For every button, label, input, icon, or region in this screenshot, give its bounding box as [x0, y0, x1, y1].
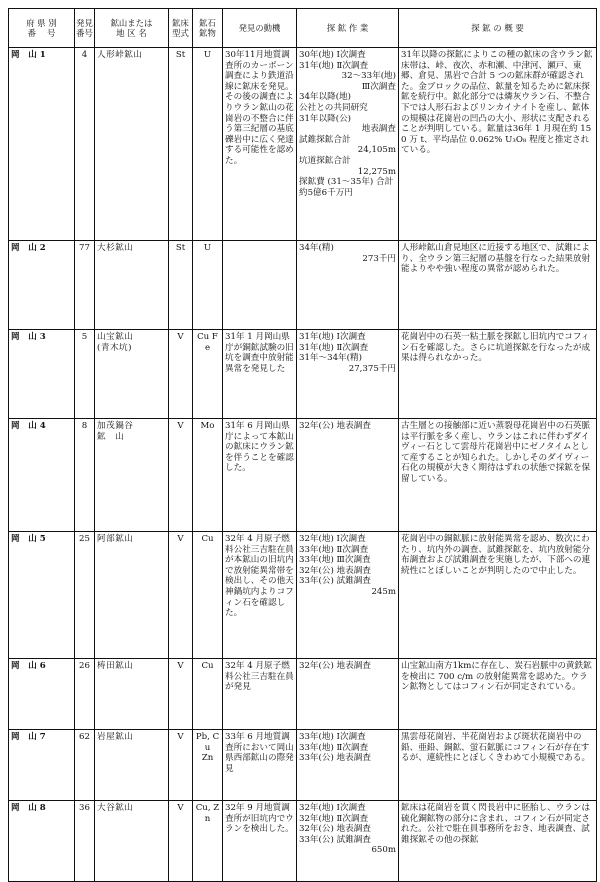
work-line: 33年(公) 地表調査	[299, 753, 371, 764]
work-line: 34年以降(地)	[299, 92, 352, 103]
table-row	[9, 801, 597, 882]
ore-cell: Cu	[193, 532, 223, 659]
table-row	[9, 730, 597, 801]
table-row	[9, 330, 597, 419]
pref-cell: 岡 山 6	[9, 659, 75, 730]
work-line: 33年(公) 試錐調査	[299, 576, 371, 587]
work-cell	[297, 241, 399, 330]
mine-name-cell: 加茂鍋谷 鉱 山	[95, 419, 169, 532]
work-line: 31年(地) Ⅱ次調査	[299, 60, 369, 71]
disc-no-cell: 26	[75, 659, 95, 730]
work-line: 探鉱費 (31～35年) 合計	[299, 177, 394, 188]
work-line: 33年(地) Ⅱ次調査	[299, 544, 369, 555]
work-cell	[297, 801, 399, 882]
deposit-type-cell: St	[169, 48, 193, 241]
summary-cell: 山宝鉱山南方1kmに存在し、炭石岩脈中の黄鉄鉱を検出に 700 c/m の放射能異常を認めた。ウラン鉱物としてはコフィン石が同定されている。	[399, 659, 597, 730]
mine-name-cell: 大谷鉱山	[95, 801, 169, 882]
work-line: 32年(公) 地表調査	[299, 421, 371, 431]
summary-cell: 黒雲母花崗岩、半花崗岩および斑状花崗岩中の鉛、亜鉛、銅鉱、蛍石鉱脈にコフィン石が存在するが、連続性にとぼしくきわめて小規模である。	[399, 730, 597, 801]
work-line: 32年(公) 地表調査	[299, 824, 371, 835]
work-line: 33年(公) 試錐調査	[299, 834, 371, 845]
header-deposit-type: 鉱床 型式	[169, 9, 193, 48]
table-row	[9, 48, 597, 241]
mine-name-cell: 梼田鉱山	[95, 659, 169, 730]
work-cell	[297, 730, 399, 801]
work-line: 32年(地) Ⅱ次調査	[299, 813, 369, 824]
deposit-type-cell: V	[169, 532, 193, 659]
work-line: 公社との共同研究	[299, 102, 368, 113]
discovery-cell: 31年 1 月岡山県庁が銅鉱試験の旧坑を調査中放射能異常を発見した	[223, 330, 297, 419]
mine-name-cell: 阿部鉱山	[95, 532, 169, 659]
work-line: 32年(公) 地表調査	[299, 565, 371, 576]
disc-no-cell: 4	[75, 48, 95, 241]
discovery-cell: 30年11月地質調査所のカーボーン調査により鉄道沿線に鉱床を発見。その後の調査によりウラン鉱山の花崗岩の不整合に伴う第三紀層の基底礫岩中に広く発達する可能性を認めた。	[223, 48, 297, 241]
table-row	[9, 532, 597, 659]
discovery-cell: 32年 9 月地質調査所が旧坑内でウランを検出した。	[223, 801, 297, 882]
work-cell	[297, 419, 399, 532]
table-row	[9, 659, 597, 730]
pref-cell: 岡 山 1	[9, 48, 75, 241]
work-line: 650m	[371, 845, 396, 856]
header-discovery: 発見の動機	[223, 9, 297, 48]
discovery-cell: 32年 4 月原子燃料公社三吉駐在員が本鉱山の旧坑内で放射能異常帯を検出し、その他天神鍋坑内よりコフィン石を確認した。	[223, 532, 297, 659]
work-line: 27,375千円	[348, 363, 396, 374]
mine-name-cell: 大杉鉱山	[95, 241, 169, 330]
table-row	[9, 241, 597, 330]
pref-cell: 岡 山 7	[9, 730, 75, 801]
work-line: 33年(地) Ⅲ次調査	[299, 555, 371, 566]
disc-no-cell: 5	[75, 330, 95, 419]
work-line: 32年(地) Ⅰ次調査	[299, 534, 366, 544]
header-mine-name: 鉱山または 地 区 名	[95, 9, 169, 48]
header-row	[9, 9, 597, 48]
discovery-cell	[223, 241, 297, 330]
work-line: Ⅲ次調査	[361, 81, 396, 92]
summary-cell: 鉱床は花崗岩を貫く閃長岩中に胚胎し、ウランは硫化銅鉱物の部分に含まれ、コフィン石が同定された。公社で駐在員事務所をおき、地表調査、試錐探鉱その他の探鉱	[399, 801, 597, 882]
ore-cell: U	[193, 48, 223, 241]
disc-no-cell: 77	[75, 241, 95, 330]
deposit-type-cell: V	[169, 330, 193, 419]
work-line: 31年(地) Ⅱ次調査	[299, 342, 369, 353]
work-line: 32年(公) 地表調査	[299, 661, 371, 671]
work-line: 31年(地) Ⅰ次調査	[299, 332, 366, 342]
discovery-cell: 31年 6 月岡山県庁によって本鉱山の鉱床にウラン鉱を伴うことを確認した。	[223, 419, 297, 532]
pref-cell: 岡 山 3	[9, 330, 75, 419]
work-line: 試錐探鉱合計	[299, 134, 351, 145]
disc-no-cell: 36	[75, 801, 95, 882]
ore-cell: Cu	[193, 659, 223, 730]
mine-name-cell: 岩屋鉱山	[95, 730, 169, 801]
header-work: 探 鉱 作 業	[297, 9, 399, 48]
deposit-type-cell: V	[169, 659, 193, 730]
work-line: 34年(精)	[299, 243, 334, 253]
work-line: 31年～34年(精)	[299, 353, 362, 364]
table-row	[9, 419, 597, 532]
summary-cell: 古生層との接触部に近い蒸裂母花崗岩中の石英脈は平行脈を多く産し、ウランはこれに伴わずダイヴィー石として雲母片花崗岩中にゼノタイムとして産することが知られた。しかしそのダイヴィー石化の規模が大きく期待はずれの状態で採鉱を保留している。	[399, 419, 597, 532]
summary-cell: 花崗岩中の銅鉱脈に放射能異常を認め、数次にわたり、坑内外の調査、試錐探鉱を、坑内放射能分布調査および試錐調査を実施したが、下部への連続性にとぼしいことが判明したので中止した。	[399, 532, 597, 659]
work-line: 273千円	[362, 253, 396, 264]
work-line: 33年(地) Ⅱ次調査	[299, 742, 369, 753]
header-main-ore: 鉱石 鉱物	[193, 9, 223, 48]
work-line: 24,105m	[357, 145, 396, 156]
mine-name-cell: 人形峠鉱山	[95, 48, 169, 241]
header-summary: 探 鉱 の 概 要	[399, 9, 597, 48]
disc-no-cell: 8	[75, 419, 95, 532]
work-cell	[297, 532, 399, 659]
discovery-cell: 32年 4 月原子燃料公社三吉駐在員が発見	[223, 659, 297, 730]
discovery-cell: 33年 6 月地質調査所において岡山県西部鉱山の際発見	[223, 730, 297, 801]
mine-survey-table	[8, 8, 597, 882]
disc-no-cell: 62	[75, 730, 95, 801]
work-cell	[297, 659, 399, 730]
pref-cell: 岡 山 8	[9, 801, 75, 882]
pref-cell: 岡 山 2	[9, 241, 75, 330]
work-line: 31年以降(公)	[299, 113, 352, 124]
header-pref-no: 府 県 別 番 号	[9, 9, 75, 48]
ore-cell: U	[193, 241, 223, 330]
summary-cell: 人形峠鉱山倉見地区に近接する地区で、試錐により、全ウラン第三紀層の基盤を行なった結果放射能よりやや強い程度の異常が認められた。	[399, 241, 597, 330]
ore-cell: Cu, Zn	[193, 801, 223, 882]
pref-cell: 岡 山 5	[9, 532, 75, 659]
pref-cell: 岡 山 4	[9, 419, 75, 532]
work-line: 坑道探鉱合計	[299, 155, 351, 166]
work-cell	[297, 330, 399, 419]
work-line: 245m	[371, 586, 396, 597]
header-disc-no: 発見 番号	[75, 9, 95, 48]
work-line: 32～33年(地)	[341, 71, 396, 82]
work-cell	[297, 48, 399, 241]
work-line: 30年(地) Ⅰ次調査	[299, 50, 366, 60]
work-line: 地表調査	[361, 124, 396, 135]
work-line: 32年(地) Ⅰ次調査	[299, 803, 366, 813]
ore-cell: Cu Fe	[193, 330, 223, 419]
work-line: 33年(地) Ⅰ次調査	[299, 732, 366, 742]
ore-cell: Mo	[193, 419, 223, 532]
deposit-type-cell: V	[169, 730, 193, 801]
work-line: 12,275m	[357, 166, 396, 177]
disc-no-cell: 25	[75, 532, 95, 659]
deposit-type-cell: V	[169, 419, 193, 532]
deposit-type-cell: V	[169, 801, 193, 882]
summary-cell: 31年以降の探鉱によりこの種の鉱床の含ウラン鉱床帯は、峠、夜次、赤和瀬、中津河、瀬戸、東郷、倉見、黒岩で合計 5 つの鉱床群が確認された。金ブロックの品位、鉱量を知るために鉱床探鉱を続行中。鉱化部分では燐灰ウラン石、不整合下では人形石およびリンカイナイトを産し、鉱体の規模は花崗岩の凹凸の大小、形状に支配されることが判明している。鉱量は36年 1 月現在約 150 万 t、平均品位 0.062% U₃O₈ 程度と推定されている。	[399, 48, 597, 241]
deposit-type-cell: St	[169, 241, 193, 330]
ore-cell: Pb, Cu Zn	[193, 730, 223, 801]
summary-cell: 花崗岩中の石英一粘土脈を探鉱し旧坑内でコフィン石を確認した。さらに坑道探鉱を行なったが成果は得られなかった。	[399, 330, 597, 419]
work-line: 約5億6千万円	[299, 187, 353, 198]
mine-name-cell: 山宝鉱山 (青木坑)	[95, 330, 169, 419]
